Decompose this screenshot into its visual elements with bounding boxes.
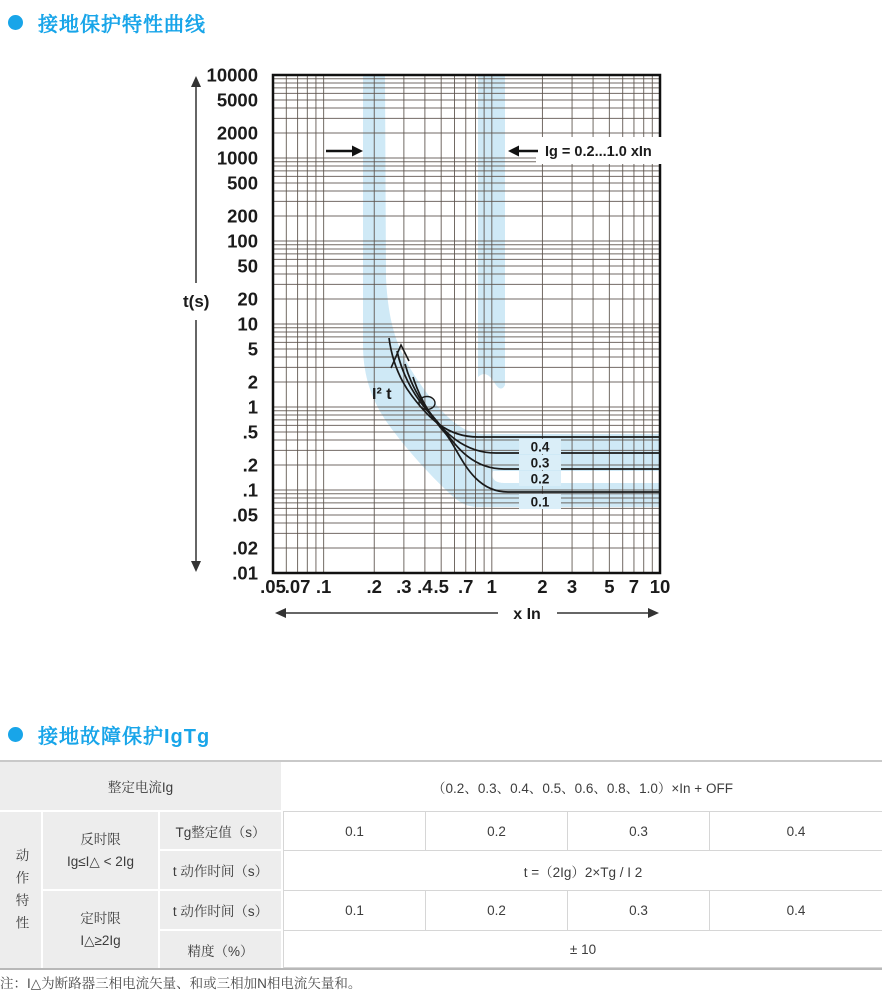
svg-text:x In: x In: [513, 606, 541, 623]
row-group-action-characteristic: 动作特性: [0, 812, 43, 968]
footnote: 注：I△为断路器三相电流矢量、和或三相加N相电流矢量和。: [0, 976, 362, 991]
svg-text:200: 200: [227, 205, 258, 227]
svg-text:500: 500: [227, 172, 258, 194]
row-label-t-time-inverse: t 动作时间（s）: [160, 851, 283, 891]
svg-text:2: 2: [537, 576, 548, 597]
svg-text:.1: .1: [315, 576, 332, 597]
svg-text:.02: .02: [232, 537, 258, 559]
svg-text:.2: .2: [242, 454, 258, 476]
group-definite-time: [43, 891, 160, 968]
section-title-text: 接地保护特性曲线: [38, 14, 206, 36]
svg-text:0.3: 0.3: [530, 455, 550, 471]
table-value: 0.3: [567, 891, 709, 931]
svg-text:7: 7: [628, 576, 640, 597]
svg-text:.5: .5: [242, 421, 258, 443]
formula-cell: t =（2Ig）2×Tg / I 2: [283, 851, 882, 891]
svg-text:0.2: 0.2: [530, 471, 550, 487]
svg-text:.7: .7: [458, 576, 474, 597]
table-value: 0.3: [567, 812, 709, 851]
svg-text:.05: .05: [260, 576, 286, 597]
bullet-icon: [8, 727, 23, 742]
group-condition: Ig≤I△ < 2Ig: [67, 853, 134, 869]
table-value: 0.4: [709, 812, 882, 851]
svg-text:.2: .2: [366, 576, 382, 597]
svg-text:Ig = 0.2...1.0 xIn: Ig = 0.2...1.0 xIn: [545, 144, 652, 160]
svg-text:1000: 1000: [216, 147, 258, 169]
group-condition: I△≥2Ig: [80, 932, 121, 948]
table-value: 0.2: [425, 812, 567, 851]
header-setting-values: （0.2、0.3、0.4、0.5、0.6、0.8、1.0）×In + OFF: [283, 762, 882, 812]
svg-text:.05: .05: [232, 504, 258, 526]
svg-text:10000: 10000: [206, 64, 258, 86]
header-setting-current: 整定电流Ig: [0, 762, 283, 812]
svg-text:10: 10: [237, 313, 258, 335]
svg-text:5000: 5000: [216, 89, 258, 111]
section-title-text: 接地故障保护IgTg: [38, 726, 211, 748]
svg-text:1: 1: [486, 576, 497, 597]
section-title-igtg: [8, 720, 210, 749]
row-label-t-time-definite: t 动作时间（s）: [160, 891, 283, 931]
group-name: 反时限: [80, 831, 121, 847]
svg-text:2: 2: [247, 371, 258, 393]
table-value: 0.1: [283, 891, 425, 931]
svg-text:20: 20: [237, 288, 258, 310]
row-label-accuracy: 精度（%）: [160, 931, 283, 968]
group-name: 定时限: [80, 910, 121, 926]
table-value: 0.2: [425, 891, 567, 931]
svg-text:10: 10: [649, 576, 671, 597]
svg-text:.01: .01: [232, 562, 258, 584]
igtg-spec-table: [0, 760, 882, 970]
svg-text:t(s): t(s): [183, 292, 210, 311]
svg-text:.07: .07: [284, 576, 311, 597]
svg-text:.1: .1: [242, 479, 258, 501]
svg-text:.5: .5: [433, 576, 449, 597]
svg-text:100: 100: [227, 230, 258, 252]
svg-text:I² t: I² t: [372, 386, 392, 403]
row-label-tg-setting: Tg整定值（s）: [160, 812, 283, 851]
svg-text:0.4: 0.4: [530, 439, 550, 455]
svg-text:0.1: 0.1: [530, 494, 550, 510]
svg-text:.4: .4: [417, 576, 433, 597]
svg-text:1: 1: [247, 396, 258, 418]
table-value: 0.1: [283, 812, 425, 851]
svg-text:2000: 2000: [216, 122, 258, 144]
accuracy-value-cell: ± 10: [283, 931, 882, 968]
svg-text:5: 5: [604, 576, 615, 597]
svg-text:50: 50: [237, 255, 258, 277]
svg-text:.3: .3: [396, 576, 412, 597]
group-inverse-time: [43, 812, 160, 891]
table-value: 0.4: [709, 891, 882, 931]
svg-text:5: 5: [247, 338, 258, 360]
svg-text:3: 3: [566, 576, 578, 597]
